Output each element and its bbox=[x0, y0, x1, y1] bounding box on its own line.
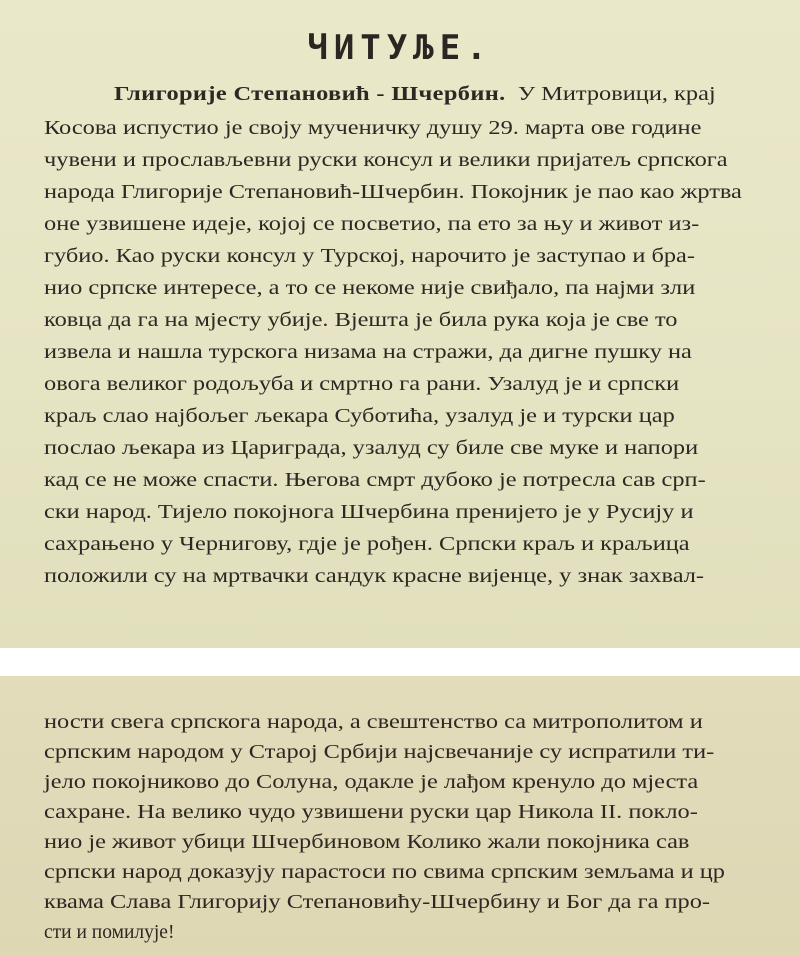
text-line: квама Слава Глигорију Степановићу-Шчербину и Бог да га про- bbox=[44, 892, 711, 913]
text-line: овога великог родољуба и смртно га рани. Узалуд је и српски bbox=[44, 374, 680, 395]
text-line: чувени и прослављевни руски консул и велики пријатељ српскога bbox=[44, 150, 728, 171]
text-line: ности свега српскога народа, а свештенство са митрополитом и bbox=[44, 712, 703, 733]
text-line: нио српске интересе, а то се некоме није свиђало, па најми зли bbox=[44, 278, 696, 299]
text-line: кад се не може спасти. Његова смрт дубоко је потресла сав срп- bbox=[44, 470, 706, 491]
text-line: јело покојниково до Солуна, одакле је лађом кренуло до мјеста bbox=[44, 772, 699, 793]
text-line: нио је живот убици Шчербиновом Колико жали покојника сав bbox=[44, 832, 690, 853]
text-line: оне узвишене идеје, којој се посветио, па ето за њу и живот из- bbox=[44, 214, 700, 235]
scan-bottom-fragment bbox=[0, 676, 800, 956]
text-line: краљ слао најбољег љекара Суботића, узалуд је и турски цар bbox=[44, 406, 675, 427]
text-line: српским народом у Старој Србији најсвечаније су испратили ти- bbox=[44, 742, 715, 763]
text-line: сахране. На велико чудо узвишени руски цар Никола II. покло- bbox=[44, 802, 698, 823]
text-line: сахрањено у Чернигову, гдје је рођен. Српски краљ и краљица bbox=[44, 534, 690, 555]
text-line: губио. Као руски консул у Турској, нарочито је заступао и бра- bbox=[44, 246, 695, 267]
text-line: народа Глигорије Степановић-Шчербин. Покојник је пао као жртва bbox=[44, 182, 742, 203]
text-line: сти и помилује! bbox=[44, 922, 175, 943]
obituary-first-line bbox=[44, 84, 716, 106]
text-line: послао љекара из Цариграда, узалуд су биле све муке и напори bbox=[44, 438, 699, 459]
deceased-name: Глигорије Степановић - Шчербин. bbox=[114, 84, 506, 105]
text-line: Косова испустио је своју мученичку душу 29. марта ове године bbox=[44, 118, 702, 139]
text-line: извела и нашла турскога низама на стражи, да дигне пушку на bbox=[44, 342, 692, 363]
text-line: српски народ доказују парастоси по свима српским земљама и цр bbox=[44, 862, 725, 883]
text-line: ковца да га на мјесту убије. Вјешта је била рука која је све то bbox=[44, 310, 678, 331]
text-line: ски народ. Тијело покојнога Шчербина пренијето је у Русију и bbox=[44, 502, 694, 523]
text-line: У Митровици, крај bbox=[517, 84, 716, 105]
page-title: ЧИТУЉЕ. bbox=[307, 28, 493, 68]
text-line: положили су на мртвачки сандук красне вијенце, у знак захвал- bbox=[44, 566, 705, 587]
